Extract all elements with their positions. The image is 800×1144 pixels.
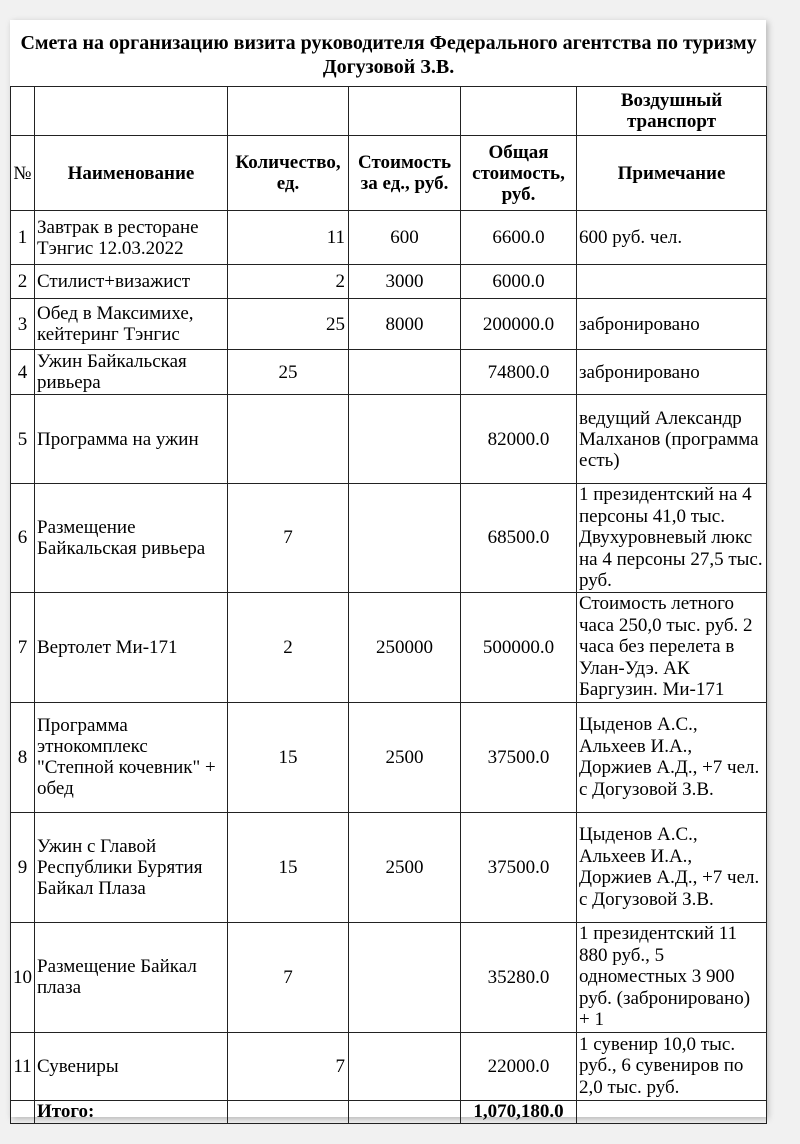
row-qty: 25: [228, 350, 349, 395]
row-total-cost: 500000.0: [461, 592, 577, 702]
row-unit-cost: 600: [349, 211, 461, 265]
row-qty: 25: [228, 299, 349, 350]
row-note: 1 сувенир 10,0 тыс. руб., 6 сувениров по 2,0 тыс. руб.: [577, 1032, 767, 1100]
row-qty: 7: [228, 1032, 349, 1100]
row-name: Программа на ужин: [35, 395, 228, 484]
row-note: ведущий Александр Малханов (программа есть): [577, 395, 767, 484]
col-header-qty: Количество, ед.: [228, 136, 349, 211]
table-row: [11, 265, 767, 299]
row-num: 4: [11, 350, 35, 395]
table-row: [11, 922, 767, 1032]
row-num: 1: [11, 211, 35, 265]
row-name: Программа этнокомплекс "Степной кочевник" + обед: [35, 702, 228, 812]
row-unit-cost: 2500: [349, 702, 461, 812]
table-row: [11, 592, 767, 702]
row-name: Вертолет Ми-171: [35, 592, 228, 702]
estimate-sheet: [10, 20, 766, 1122]
row-name: Размещение Байкал плаза: [35, 922, 228, 1032]
row-num: 7: [11, 592, 35, 702]
row-note: Цыденов А.С., Альхеев И.А., Доржиев А.Д., +7 чел. с Догузовой З.В.: [577, 812, 767, 922]
row-num: 8: [11, 702, 35, 812]
row-total-cost: 68500.0: [461, 484, 577, 593]
row-total-cost: 22000.0: [461, 1032, 577, 1100]
row-total-cost: 6000.0: [461, 265, 577, 299]
row-name: Стилист+визажист: [35, 265, 228, 299]
row-total-cost: 200000.0: [461, 299, 577, 350]
row-qty: 15: [228, 702, 349, 812]
total-label: Итого:: [35, 1100, 228, 1123]
row-note: Стоимость летного часа 250,0 тыс. руб. 2 часа без перелета в Улан-Удэ. АК Баргузин. Ми-171: [577, 592, 767, 702]
row-num: 5: [11, 395, 35, 484]
row-num: 6: [11, 484, 35, 593]
row-unit-cost: [349, 350, 461, 395]
row-name: Ужин с Главой Республики Бурятия Байкал Плаза: [35, 812, 228, 922]
row-unit-cost: 250000: [349, 592, 461, 702]
row-name: Размещение Байкальская ривьера: [35, 484, 228, 593]
row-note: забронировано: [577, 350, 767, 395]
row-total-cost: 37500.0: [461, 702, 577, 812]
table-row: [11, 299, 767, 350]
row-qty: 15: [228, 812, 349, 922]
col-header-unit-cost: Стоимость за ед., руб.: [349, 136, 461, 211]
row-qty: 7: [228, 922, 349, 1032]
row-name: Завтрак в ресторане Тэнгис 12.03.2022: [35, 211, 228, 265]
row-note: [577, 265, 767, 299]
row-total-cost: 74800.0: [461, 350, 577, 395]
row-num: 11: [11, 1032, 35, 1100]
row-unit-cost: 3000: [349, 265, 461, 299]
estimate-table: [10, 20, 767, 1124]
row-unit-cost: [349, 922, 461, 1032]
row-name: Ужин Байкальская ривьера: [35, 350, 228, 395]
row-num: 9: [11, 812, 35, 922]
document-title: Смета на организацию визита руководителя Федерального агентства по туризму Догузовой З.В.: [11, 20, 767, 87]
col-header-name: Наименование: [35, 136, 228, 211]
row-unit-cost: [349, 1032, 461, 1100]
table-row: [11, 702, 767, 812]
row-name: Обед в Максимихе, кейтеринг Тэнгис: [35, 299, 228, 350]
table-row: [11, 350, 767, 395]
row-unit-cost: [349, 395, 461, 484]
total-row: [11, 1100, 767, 1123]
row-qty: 11: [228, 211, 349, 265]
row-num: 3: [11, 299, 35, 350]
row-unit-cost: 2500: [349, 812, 461, 922]
column-header-row: [11, 136, 767, 211]
row-qty: 2: [228, 592, 349, 702]
row-qty: [228, 395, 349, 484]
row-name: Сувениры: [35, 1032, 228, 1100]
col-header-num: №: [11, 136, 35, 211]
row-qty: 7: [228, 484, 349, 593]
row-note: 1 президентский 11 880 руб., 5 одноместных 3 900 руб. (забронировано) + 1: [577, 922, 767, 1032]
transport-subheader: Воздушный транспорт: [577, 87, 767, 136]
row-unit-cost: 8000: [349, 299, 461, 350]
row-note: Цыденов А.С., Альхеев И.А., Доржиев А.Д., +7 чел. с Догузовой З.В.: [577, 702, 767, 812]
table-row: [11, 1032, 767, 1100]
row-note: забронировано: [577, 299, 767, 350]
table-row: [11, 484, 767, 593]
row-note: 600 руб. чел.: [577, 211, 767, 265]
row-total-cost: 82000.0: [461, 395, 577, 484]
row-note: 1 президентский на 4 персоны 41,0 тыс. Двухуровневый люкс на 4 персоны 27,5 тыс. руб.: [577, 484, 767, 593]
row-total-cost: 35280.0: [461, 922, 577, 1032]
row-unit-cost: [349, 484, 461, 593]
table-row: [11, 812, 767, 922]
row-num: 2: [11, 265, 35, 299]
row-total-cost: 6600.0: [461, 211, 577, 265]
row-total-cost: 37500.0: [461, 812, 577, 922]
table-row: [11, 395, 767, 484]
total-value: 1,070,180.0: [461, 1100, 577, 1123]
row-qty: 2: [228, 265, 349, 299]
col-header-note: Примечание: [577, 136, 767, 211]
row-num: 10: [11, 922, 35, 1032]
table-row: [11, 211, 767, 265]
col-header-total-cost: Общая стоимость, руб.: [461, 136, 577, 211]
